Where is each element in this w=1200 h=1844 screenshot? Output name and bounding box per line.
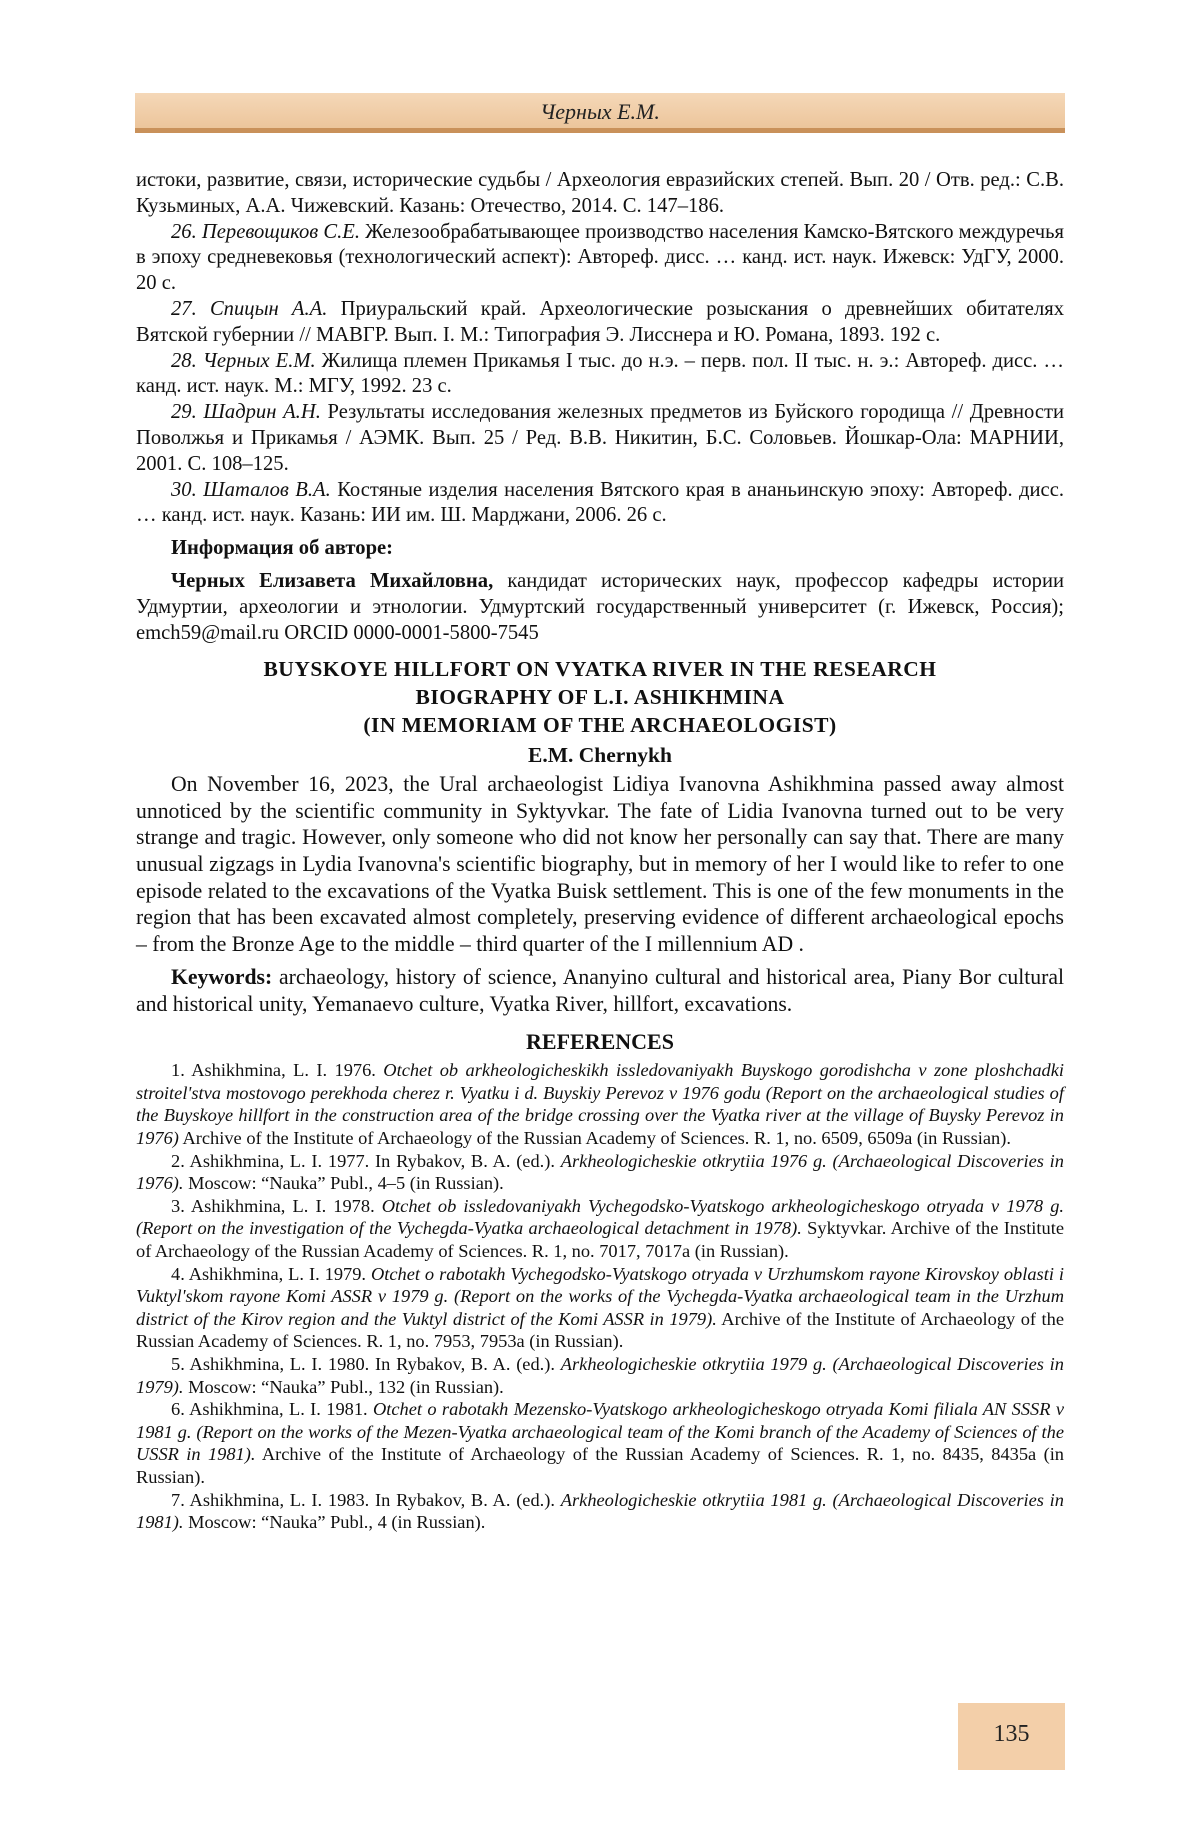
reference-item: [136, 1059, 1064, 1149]
reference-rest: Moscow: “Nauka” Publ., 4 (in Russian).: [184, 1512, 486, 1532]
reference-author: 1. Ashikhmina, L. I. 1976.: [171, 1060, 383, 1080]
english-abstract: On November 16, 2023, the Ural archaeologist Lidiya Ivanovna Ashikhmina passed away almost unnoticed by the scientific community in Syktyvkar. The fate of Lidia Ivanovna turned out to be very strange and tragic. However, only someone who did not know her personally can say that. There are many unusual zigzags in Lydia Ivanovna's scientific biography, but in memory of her I would like to refer to one episode related to the excavations of the Vyatka Buisk settlement. This is one of the few monuments in the region that has been excavated almost completely, preserving evidence of different archaeological epochs – from the Bronze Age to the middle – third quarter of the I millennium AD .: [136, 771, 1064, 957]
author-info-heading: Информация об авторе:: [136, 536, 1064, 562]
reference-text: Результаты исследования железных предметов из Буйского городища // Древности Поволжья и Прикамья / АЭМК. Вып. 25 / Ред. В.В. Никитин, Б.С. Соловьев. Йошкар-Ола: МАРНИИ, 2001. С. 108–125.: [136, 401, 1064, 475]
reference-item: [136, 1353, 1064, 1398]
references-list: [136, 1059, 1064, 1533]
running-title: Черных Е.М.: [135, 99, 1065, 125]
reference-text: Приуральский край. Археологические розыскания о древнейших обитателях Вятской губернии // МАВГР. Вып. I. М.: Типография Э. Лисснера и Ю. Романа, 1893. 192 с.: [136, 298, 1064, 346]
reference-rest: Archive of the Institute of Archaeology of the Russian Academy of Sciences. R. 1, no. 8435, 8435a (in Russian).: [136, 1444, 1064, 1487]
reference-27: [136, 297, 1064, 349]
reference-author: 27. Спицын А.А.: [171, 298, 327, 320]
reference-30: [136, 478, 1064, 530]
author-name: Черных Елизавета Михайловна,: [171, 570, 493, 592]
reference-author: 2. Ashikhmina, L. I. 1977. In Rybakov, B. A. (ed.).: [171, 1151, 561, 1171]
reference-26: [136, 220, 1064, 297]
reference-title: Otchet ob issledovaniyakh Vychegodsko-Vyatskogo arkheologicheskogo otryada v 1978 g. (Report on the investigation of the Vychegda-Vyatka archaeological detachment in 1978).: [136, 1196, 1064, 1239]
reference-author: 4. Ashikhmina, L. I. 1979.: [171, 1264, 371, 1284]
keywords-label: Keywords:: [171, 965, 272, 989]
reference-title: Arkheologicheskie otkrytiia 1979 g. (Archaeological Discoveries in 1979).: [136, 1354, 1064, 1397]
reference-item: [136, 1150, 1064, 1195]
author-details: кандидат исторических наук, профессор кафедры истории Удмуртии, археологии и этнологии. Удмуртский государственный университет (г. Ижевск, Россия); emch59@mail.ru ORCID 0000-0001-5800-7545: [136, 570, 1064, 644]
reference-item: [136, 1195, 1064, 1263]
english-title-line: BUYSKOYE HILLFORT ON VYATKA RIVER IN THE RESEARCH: [263, 657, 936, 681]
reference-title: Arkheologicheskie otkrytiia 1981 g. (Archaeological Discoveries in 1981).: [136, 1490, 1064, 1533]
running-header: [135, 93, 1065, 133]
english-title-line: BIOGRAPHY OF L.I. ASHIKHMINA: [416, 685, 785, 709]
reference-text: Костяные изделия населения Вятского края в ананьинскую эпоху: Автореф. дисс. … канд. ист. наук. Казань: ИИ им. Ш. Марджани, 2006. 26 с.: [136, 479, 1064, 527]
reference-author: 29. Шадрин А.Н.: [171, 401, 321, 423]
reference-text: Железообрабатывающее производство населения Камско-Вятского междуречья в эпоху средневековья (технологический аспект): Автореф. дисс. … канд. ист. наук. Ижевск: УдГУ, 2000. 20 с.: [136, 221, 1064, 295]
keywords-text: archaeology, history of science, Ananyino cultural and historical area, Piany Bor cultural and historical unity, Yemanaevo culture, Vyatka River, hillfort, excavations.: [136, 965, 1064, 1016]
english-author: E.M. Chernykh: [136, 743, 1064, 769]
reference-title: Otchet o rabotakh Mezensko-Vyatskogo arkheologicheskogo otryada Komi filiala AN SSSR v 1981 g. (Report on the works of the Mezen-Vyatka archaeological team of the Komi branch of the Academy of Sciences of the USSR in 1981).: [136, 1399, 1064, 1464]
english-title: [136, 655, 1064, 739]
english-title-line: (IN MEMORIAM OF THE ARCHAEOLOGIST): [363, 713, 836, 737]
reference-author: 26. Перевощиков С.Е.: [171, 221, 360, 243]
reference-author: 30. Шаталов В.А.: [171, 479, 331, 501]
reference-28: [136, 349, 1064, 401]
reference-author: 5. Ashikhmina, L. I. 1980. In Rybakov, B. A. (ed.).: [171, 1354, 561, 1374]
author-info: [136, 569, 1064, 646]
reference-rest: Moscow: “Nauka” Publ., 132 (in Russian).: [184, 1377, 504, 1397]
page-number-box: [958, 1703, 1065, 1770]
reference-item: [136, 1489, 1064, 1534]
reference-author: 6. Ashikhmina, L. I. 1981.: [171, 1399, 373, 1419]
reference-rest: Syktyvkar. Archive of the Institute of Archaeology of the Russian Academy of Sciences. R. 1, no. 7017, 7017a (in Russian).: [136, 1218, 1064, 1261]
reference-author: 3. Ashikhmina, L. I. 1978.: [171, 1196, 382, 1216]
references-heading: REFERENCES: [136, 1029, 1064, 1055]
reference-author: 28. Черных Е.М.: [171, 350, 316, 372]
reference-rest: Archive of the Institute of Archaeology of the Russian Academy of Sciences. R. 1, no. 6509, 6509a (in Russian).: [179, 1128, 1011, 1148]
reference-author: 7. Ashikhmina, L. I. 1983. In Rybakov, B. A. (ed.).: [171, 1490, 561, 1510]
reference-29: [136, 400, 1064, 477]
reference-text: Жилища племен Прикамья I тыс. до н.э. – перв. пол. II тыс. н. э.: Автореф. дисс. … канд. ист. наук. М.: МГУ, 1992. 23 с.: [136, 350, 1064, 398]
keywords: [136, 964, 1064, 1017]
reference-rest: Moscow: “Nauka” Publ., 4–5 (in Russian).: [184, 1173, 504, 1193]
reference-continuation: истоки, развитие, связи, исторические судьбы / Археология евразийских степей. Вып. 20 / Отв. ред.: С.В. Кузьминых, А.А. Чижевский. Казань: Отечество, 2014. С. 147–186.: [136, 168, 1064, 220]
reference-item: [136, 1263, 1064, 1353]
reference-rest: Archive of the Institute of Archaeology of the Russian Academy of Sciences. R. 1, no. 7953, 7953a (in Russian).: [136, 1309, 1064, 1352]
page-body: [136, 168, 1064, 1534]
reference-title: Arkheologicheskie otkrytiia 1976 g. (Archaeological Discoveries in 1976).: [136, 1151, 1064, 1194]
page-number: 135: [958, 1721, 1065, 1748]
reference-title: Otchet ob arkheologicheskikh issledovaniyakh Buyskogo gorodishcha v zone ploshchadki stroitel'stva mostovogo perekhoda cherez r. Vyatku i d. Buyskiy Perevoz v 1976 godu (Report on the archaeological studies of the Buyskoye hillfort in the construction area of the bridge crossing over the Vyatka river at the village of Buysky Perevoz in 1976): [136, 1060, 1064, 1148]
reference-item: [136, 1398, 1064, 1488]
reference-title: Otchet o rabotakh Vychegodsko-Vyatskogo otryada v Urzhumskom rayone Kirovskoy oblasti i Vuktyl'skom rayone Komi ASSR v 1979 g. (Report on the works of the Vychegda-Vyatka archaeological team in the Urzhum district of the Kirov region and the Vuktyl district of the Komi ASSR in 1979).: [136, 1264, 1064, 1329]
